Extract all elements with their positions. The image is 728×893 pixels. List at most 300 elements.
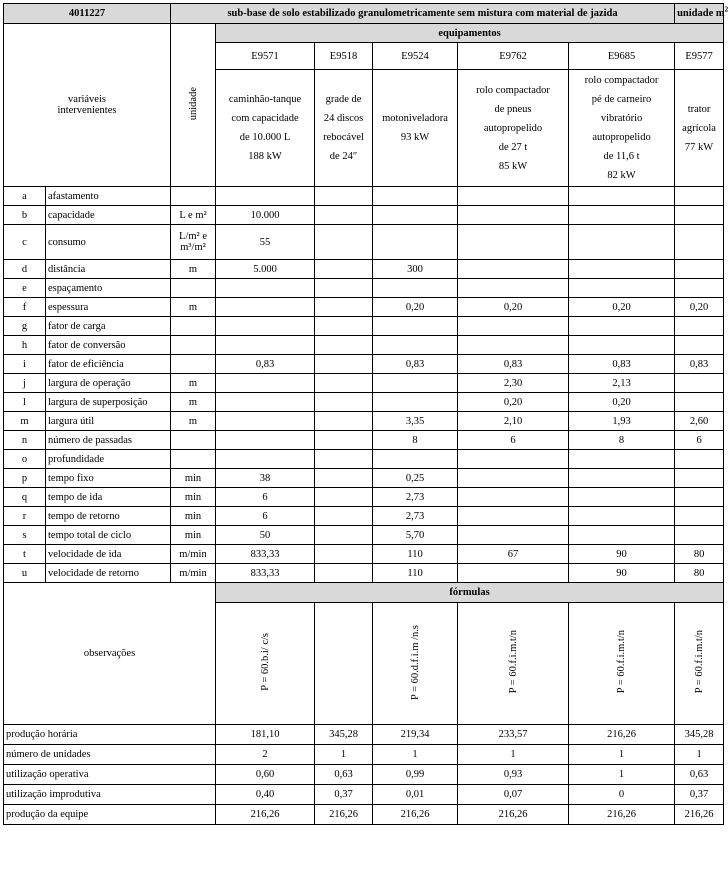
variable-value: 50 [216, 526, 315, 545]
variable-value: 80 [675, 545, 724, 564]
variable-value [216, 412, 315, 431]
equipment-description-line: vibratório [600, 113, 643, 124]
variable-name: fator de carga [46, 317, 171, 336]
variable-value [675, 206, 724, 225]
variable-letter: g [4, 317, 46, 336]
variable-value: 6 [458, 431, 569, 450]
variable-value [458, 526, 569, 545]
summary-value: 0,07 [458, 785, 569, 805]
variable-value [569, 206, 675, 225]
variable-value [675, 187, 724, 206]
unit-header [675, 4, 728, 24]
variable-value: 2,73 [373, 488, 458, 507]
variable-value: 2,13 [569, 374, 675, 393]
variable-row [4, 507, 724, 526]
variable-value [675, 526, 724, 545]
variable-name: tempo de ida [46, 488, 171, 507]
variable-name: tempo fixo [46, 469, 171, 488]
variable-unit: m [171, 412, 216, 431]
variable-name: número de passadas [46, 431, 171, 450]
variable-unit [171, 355, 216, 374]
variable-name: tempo total de ciclo [46, 526, 171, 545]
equipment-description-line: de 24″ [329, 151, 358, 162]
variable-value [315, 564, 373, 583]
variable-value [373, 374, 458, 393]
variable-row [4, 545, 724, 564]
summary-value: 1 [569, 765, 675, 785]
variable-value [458, 336, 569, 355]
variable-value [315, 298, 373, 317]
variable-unit: min [171, 469, 216, 488]
variable-row [4, 526, 724, 545]
variable-name: afastamento [46, 187, 171, 206]
variable-value [675, 469, 724, 488]
equipment-description-line: de pneus [494, 103, 532, 115]
summary-value: 0,63 [675, 765, 724, 785]
variable-name: espaçamento [46, 279, 171, 298]
variable-unit: m [171, 260, 216, 279]
variaveis-line1: variáveis [68, 94, 106, 105]
summary-value: 216,26 [216, 805, 315, 825]
variable-value: 6 [675, 431, 724, 450]
variable-row [4, 450, 724, 469]
equipment-description-line: 85 kW [498, 160, 528, 172]
variable-value [373, 225, 458, 260]
summary-label: produção da equipe [4, 805, 216, 825]
summary-value: 216,26 [373, 805, 458, 825]
summary-label: utilização operativa [4, 765, 216, 785]
variable-value: 2,30 [458, 374, 569, 393]
variable-row [4, 469, 724, 488]
equipment-description-line: 82 kW [607, 170, 636, 181]
variable-value [373, 279, 458, 298]
variable-value [216, 279, 315, 298]
summary-value: 1 [373, 745, 458, 765]
variable-value [675, 393, 724, 412]
variable-value [458, 317, 569, 336]
variable-value [315, 355, 373, 374]
variable-row [4, 488, 724, 507]
variaveis-line2: intervenientes [57, 105, 117, 116]
summary-value: 1 [569, 745, 675, 765]
variable-value: 5.000 [216, 260, 315, 279]
equipment-description [675, 70, 724, 187]
equipment-description-line: rolo compactador [476, 84, 550, 96]
summary-value: 216,26 [458, 805, 569, 825]
variable-value: 6 [216, 488, 315, 507]
equipment-description-line: agrícola [682, 122, 716, 134]
variable-row [4, 317, 724, 336]
variable-letter: e [4, 279, 46, 298]
variable-value [569, 336, 675, 355]
variable-value [315, 317, 373, 336]
variable-name: velocidade de ida [46, 545, 171, 564]
variable-value [675, 488, 724, 507]
variaveis-header [4, 24, 171, 187]
variable-row [4, 374, 724, 393]
summary-value: 345,28 [315, 725, 373, 745]
variable-value: 0,20 [458, 298, 569, 317]
title-row [4, 4, 724, 24]
equipment-description [373, 70, 458, 187]
variable-unit [171, 279, 216, 298]
summary-value: 0 [569, 785, 675, 805]
variable-unit [171, 336, 216, 355]
variable-letter: o [4, 450, 46, 469]
variable-value [373, 206, 458, 225]
variable-value [216, 298, 315, 317]
variable-value: 833,33 [216, 545, 315, 564]
variable-unit: m [171, 393, 216, 412]
variable-value [216, 187, 315, 206]
variable-value [216, 374, 315, 393]
variable-value: 833,33 [216, 564, 315, 583]
variable-value [569, 507, 675, 526]
variable-unit: L e m² [171, 206, 216, 225]
summary-value: 0,37 [315, 785, 373, 805]
variable-value [458, 564, 569, 583]
variable-value [458, 206, 569, 225]
variable-value [315, 507, 373, 526]
variable-letter: i [4, 355, 46, 374]
variable-value [458, 469, 569, 488]
variable-value: 55 [216, 225, 315, 260]
variable-unit [171, 431, 216, 450]
summary-value: 219,34 [373, 725, 458, 745]
variable-value [373, 187, 458, 206]
variable-value [458, 450, 569, 469]
variable-row [4, 393, 724, 412]
variable-value [675, 317, 724, 336]
variable-value [675, 374, 724, 393]
equipment-description-line: rebocável [323, 132, 364, 143]
variable-unit [171, 450, 216, 469]
summary-value: 1 [458, 745, 569, 765]
variable-value: 300 [373, 260, 458, 279]
variable-unit: min [171, 488, 216, 507]
unit-label: unidade m [677, 8, 725, 19]
equipment-description-line: de 11,6 t [603, 151, 640, 162]
variable-name: largura de operação [46, 374, 171, 393]
variable-value [675, 225, 724, 260]
variable-letter: d [4, 260, 46, 279]
equipment-description-line: pé de carneiro [591, 94, 652, 105]
equipment-description-line: motoniveladora [382, 113, 448, 124]
variable-name: tempo de retorno [46, 507, 171, 526]
equipamentos-row [4, 24, 724, 43]
variable-unit [171, 317, 216, 336]
variable-unit: min [171, 507, 216, 526]
variable-value: 0,20 [569, 298, 675, 317]
variable-letter: s [4, 526, 46, 545]
formula-cell [458, 603, 569, 725]
composition-code: 4011227 [4, 4, 171, 24]
variable-value: 110 [373, 564, 458, 583]
variable-unit [171, 187, 216, 206]
variable-letter: p [4, 469, 46, 488]
summary-value: 216,26 [569, 725, 675, 745]
variable-letter: m [4, 412, 46, 431]
variable-row [4, 412, 724, 431]
equipment-description [569, 70, 675, 187]
variable-letter: r [4, 507, 46, 526]
variable-value [458, 187, 569, 206]
equipment-description-line: 24 discos [323, 113, 364, 124]
variable-value [569, 526, 675, 545]
variable-letter: n [4, 431, 46, 450]
variable-value: 0,20 [569, 393, 675, 412]
variable-row [4, 225, 724, 260]
variable-value [569, 469, 675, 488]
variable-unit: min [171, 526, 216, 545]
variable-value [675, 507, 724, 526]
variable-value [216, 393, 315, 412]
variable-value [315, 526, 373, 545]
variable-value: 10.000 [216, 206, 315, 225]
summary-value: 216,26 [569, 805, 675, 825]
variable-value [458, 488, 569, 507]
variable-unit: m [171, 298, 216, 317]
formula-text: P = 60.d.f.i.m /n.s [409, 624, 421, 700]
equipment-description [216, 70, 315, 187]
variable-letter: j [4, 374, 46, 393]
variable-value [569, 450, 675, 469]
summary-value: 216,26 [315, 805, 373, 825]
composition-table [3, 3, 728, 825]
variable-value [458, 279, 569, 298]
variable-value: 0,83 [569, 355, 675, 374]
variable-value [675, 279, 724, 298]
formula-text: P = 60.f.i.m.t/n [693, 630, 705, 694]
equipment-code: E9518 [315, 43, 373, 70]
equipment-description-line: de 27 t [498, 141, 528, 153]
summary-value: 0,60 [216, 765, 315, 785]
variable-name: largura de superposição [46, 393, 171, 412]
variable-value [569, 279, 675, 298]
variable-row [4, 298, 724, 317]
variable-name: profundidade [46, 450, 171, 469]
summary-value: 1 [675, 745, 724, 765]
variable-letter: q [4, 488, 46, 507]
variable-value: 8 [373, 431, 458, 450]
summary-value: 345,28 [675, 725, 724, 745]
summary-value: 0,99 [373, 765, 458, 785]
variable-value [675, 450, 724, 469]
summary-value: 0,63 [315, 765, 373, 785]
variable-name: fator de eficiência [46, 355, 171, 374]
variable-value: 6 [216, 507, 315, 526]
variable-letter: u [4, 564, 46, 583]
equipment-description-line: com capacidade [231, 113, 299, 124]
equipment-description-line: grade de [325, 94, 362, 105]
variable-value: 3,35 [373, 412, 458, 431]
variable-value: 2,10 [458, 412, 569, 431]
formula-cell [315, 603, 373, 725]
variable-value [458, 507, 569, 526]
equipment-code: E9571 [216, 43, 315, 70]
variable-value [315, 488, 373, 507]
variable-value: 2,73 [373, 507, 458, 526]
equipment-code: E9762 [458, 43, 569, 70]
summary-value: 2 [216, 745, 315, 765]
variable-value [315, 336, 373, 355]
variable-value [373, 393, 458, 412]
observacoes-label: observações [4, 583, 216, 725]
equipamentos-header: equipamentos [216, 24, 724, 43]
variable-value [315, 225, 373, 260]
equipment-description-line: 93 kW [400, 132, 430, 143]
variable-value [569, 187, 675, 206]
formula-text: P = 60.f.i.m.t/n [616, 630, 628, 694]
summary-row [4, 805, 724, 825]
variable-name: fator de conversão [46, 336, 171, 355]
summary-value: 181,10 [216, 725, 315, 745]
formula-text: P = 60.b.i/ c/s [259, 633, 271, 691]
equipment-description-line: autopropelido [483, 122, 543, 134]
variable-value: 1,93 [569, 412, 675, 431]
variable-value: 0,83 [216, 355, 315, 374]
composition-sheet [3, 3, 728, 825]
variable-name: consumo [46, 225, 171, 260]
formula-cell [216, 603, 315, 725]
summary-value: 0,01 [373, 785, 458, 805]
variable-row [4, 260, 724, 279]
variable-row [4, 279, 724, 298]
equipment-description-line: rolo compactador [584, 75, 659, 86]
variable-value [216, 336, 315, 355]
variable-value [675, 260, 724, 279]
variable-value [315, 393, 373, 412]
variable-value [373, 336, 458, 355]
variable-name: largura útil [46, 412, 171, 431]
equipment-code: E9685 [569, 43, 675, 70]
equipment-code: E9524 [373, 43, 458, 70]
equipment-description-line: trator [687, 103, 711, 115]
variable-unit: m/min [171, 545, 216, 564]
variable-unit: L/m² e m³/m² [171, 225, 216, 260]
variable-value: 0,83 [373, 355, 458, 374]
variable-row [4, 187, 724, 206]
variable-name: distância [46, 260, 171, 279]
variable-value [315, 279, 373, 298]
variable-value [315, 469, 373, 488]
variable-letter: f [4, 298, 46, 317]
variable-value [315, 545, 373, 564]
summary-row [4, 725, 724, 745]
variable-value [373, 450, 458, 469]
equipment-description [458, 70, 569, 187]
summary-row [4, 765, 724, 785]
variable-value: 2,60 [675, 412, 724, 431]
variable-name: capacidade [46, 206, 171, 225]
variable-value: 0,83 [458, 355, 569, 374]
variable-value: 0,20 [373, 298, 458, 317]
variable-letter: h [4, 336, 46, 355]
variable-letter: c [4, 225, 46, 260]
variable-unit: m/min [171, 564, 216, 583]
variable-row [4, 336, 724, 355]
formula-cell [569, 603, 675, 725]
variable-value [315, 431, 373, 450]
variable-value [569, 260, 675, 279]
variable-letter: l [4, 393, 46, 412]
variable-value: 67 [458, 545, 569, 564]
variable-value [216, 431, 315, 450]
summary-label: produção horária [4, 725, 216, 745]
formula-cell [675, 603, 724, 725]
variable-value [216, 317, 315, 336]
variable-row [4, 206, 724, 225]
summary-label: utilização improdutiva [4, 785, 216, 805]
summary-row [4, 785, 724, 805]
unit-exponent: 2 [724, 5, 728, 14]
equipment-description-line: caminhão-tanque [228, 94, 302, 105]
variable-name: espessura [46, 298, 171, 317]
variable-value [315, 187, 373, 206]
variable-value: 38 [216, 469, 315, 488]
variable-value: 110 [373, 545, 458, 564]
equipment-description-line: autopropelido [592, 132, 651, 143]
variable-value: 0,20 [675, 298, 724, 317]
summary-value: 0,40 [216, 785, 315, 805]
variable-letter: t [4, 545, 46, 564]
variable-value [315, 374, 373, 393]
formulas-header-row [4, 583, 724, 603]
variable-letter: b [4, 206, 46, 225]
variable-value [373, 317, 458, 336]
equipment-description-line: de 10.000 L [239, 132, 291, 143]
variable-value: 5,70 [373, 526, 458, 545]
variable-value: 0,25 [373, 469, 458, 488]
variable-name: velocidade de retorno [46, 564, 171, 583]
variable-unit: m [171, 374, 216, 393]
variable-value: 0,20 [458, 393, 569, 412]
equipment-description-line: 188 kW [248, 151, 282, 162]
equipment-description-line: 77 kW [684, 141, 714, 153]
variable-value [569, 317, 675, 336]
unidade-label: unidade [187, 86, 199, 121]
equipment-description [315, 70, 373, 187]
variable-letter: a [4, 187, 46, 206]
formulas-header: fórmulas [216, 583, 724, 603]
summary-value: 0,93 [458, 765, 569, 785]
summary-value: 216,26 [675, 805, 724, 825]
variable-row [4, 431, 724, 450]
variable-value [216, 450, 315, 469]
equipment-code: E9577 [675, 43, 724, 70]
variable-value [569, 225, 675, 260]
variable-value: 90 [569, 564, 675, 583]
summary-value: 1 [315, 745, 373, 765]
summary-value: 0,37 [675, 785, 724, 805]
variable-value: 90 [569, 545, 675, 564]
formula-cell [373, 603, 458, 725]
variable-value [458, 260, 569, 279]
variable-value [315, 260, 373, 279]
variable-row [4, 564, 724, 583]
unidade-header [171, 24, 216, 187]
variable-value: 80 [675, 564, 724, 583]
summary-row [4, 745, 724, 765]
variable-value [315, 450, 373, 469]
variable-value: 8 [569, 431, 675, 450]
summary-value: 233,57 [458, 725, 569, 745]
variable-value: 0,83 [675, 355, 724, 374]
composition-title: sub-base de solo estabilizado granulometricamente sem mistura com material de jazida [171, 4, 675, 24]
variable-row [4, 355, 724, 374]
variable-value [315, 206, 373, 225]
variable-value [675, 336, 724, 355]
